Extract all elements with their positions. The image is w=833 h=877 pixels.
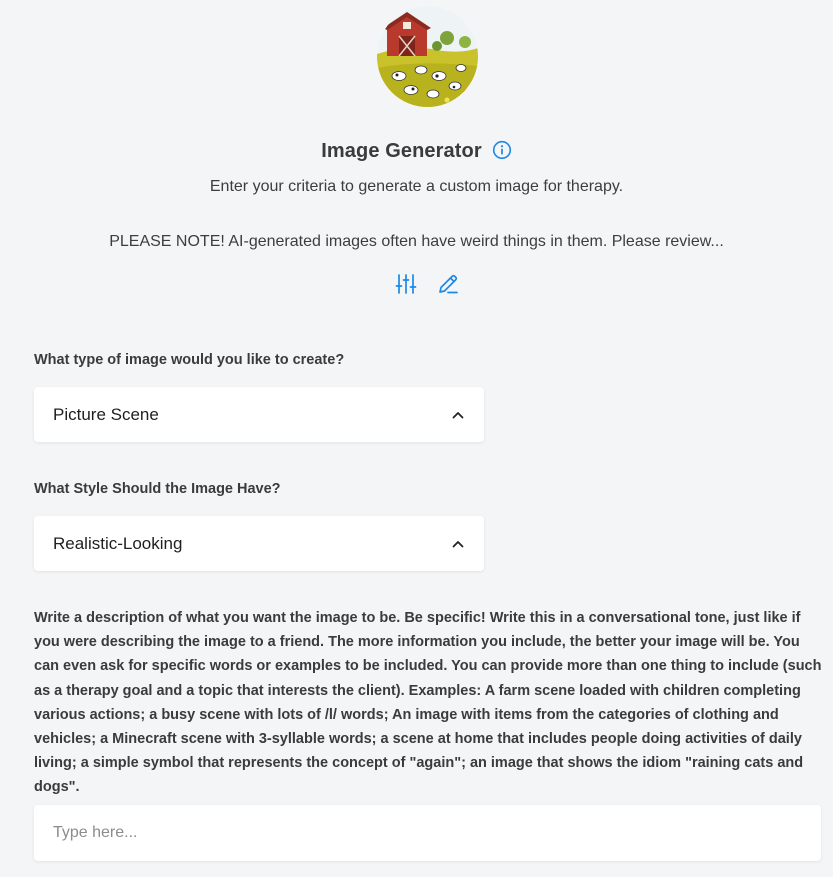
image-style-value: Realistic-Looking — [53, 533, 183, 553]
image-type-select[interactable] — [34, 387, 484, 442]
farm-scene-icon — [377, 6, 478, 107]
image-style-select[interactable] — [34, 516, 484, 571]
page-title: Image Generator — [321, 139, 482, 162]
image-style-label: What Style Should the Image Have? — [34, 481, 281, 497]
toolbar — [395, 273, 459, 295]
page-subtitle: Enter your criteria to generate a custom image for therapy. — [209, 178, 624, 195]
chevron-up-icon — [451, 408, 465, 422]
title-row — [0, 138, 833, 164]
description-label: Write a description of what you want the image to be. Be specific! Write this in a conversational tone, just like if you were describing the image to a friend. The more information you include, the better your image will be. You can even ask for specific words or examples to be included. You can provide more than one thing to include (such as a therapy goal and a topic that interests the client). Examples: A farm scene loaded with children completing various actions; a busy scene with lots of /l/ words; An image with items from the categories of clothing and vehicles; a Minecraft scene with 3-syllable words; a scene at home that includes people doing activities of daily living; a simple symbol that represents the concept of "again"; an image that shows the idiom "raining cats and dogs". — [34, 610, 822, 796]
chevron-up-icon — [451, 537, 465, 551]
description-input[interactable] — [34, 805, 821, 861]
image-type-value: Picture Scene — [53, 404, 159, 424]
pencil-icon[interactable] — [437, 273, 459, 295]
ai-warning-note: PLEASE NOTE! AI-generated images often have weird things in them. Please review... — [109, 233, 724, 250]
image-type-label: What type of image would you like to create? — [34, 352, 345, 368]
info-icon[interactable] — [492, 140, 512, 160]
sliders-icon[interactable] — [395, 273, 417, 295]
